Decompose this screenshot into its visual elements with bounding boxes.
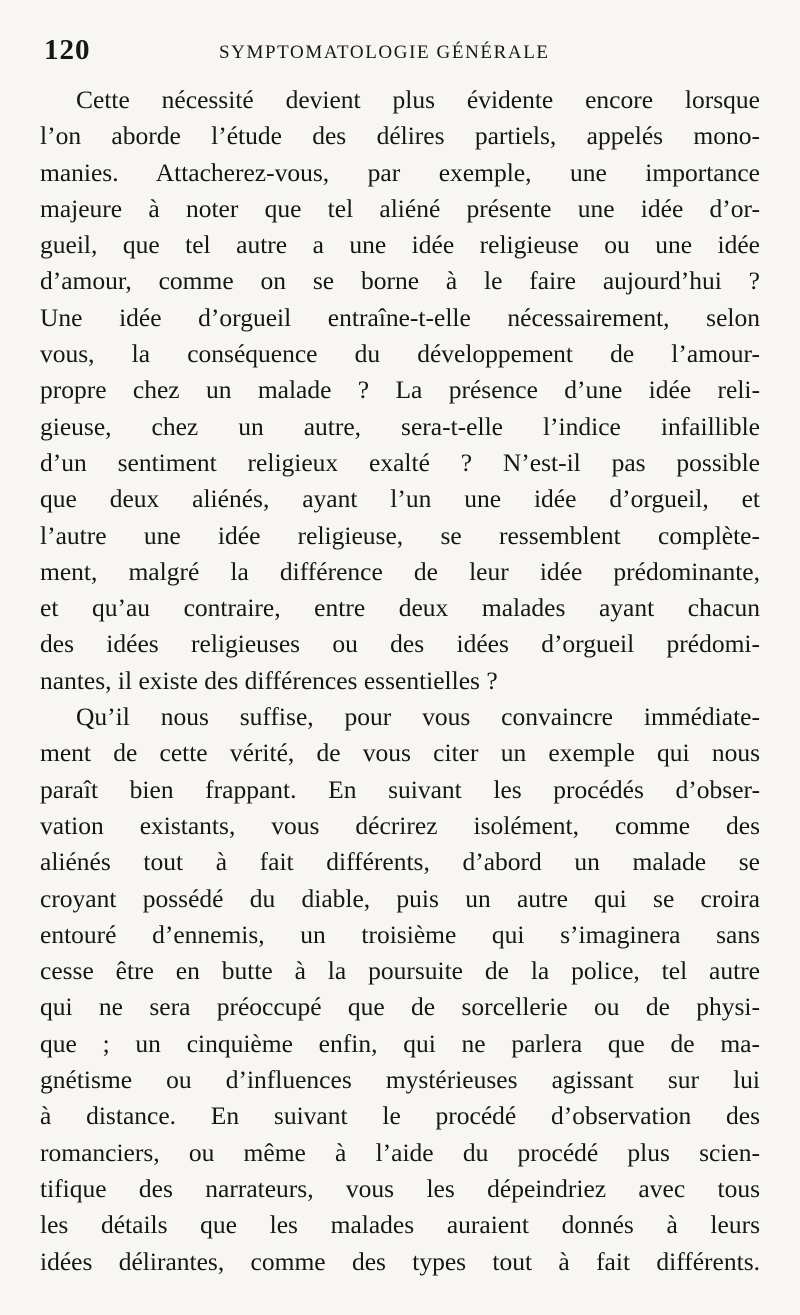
text-line: d’amour, comme on se borne à le faire aujourd’hui ? [40, 266, 760, 296]
page-header [44, 34, 760, 74]
text-line: vation existants, vous décrirez isolément, comme des [40, 810, 760, 840]
text-line: que deux aliénés, ayant l’un une idée d’orgueil, et [40, 484, 760, 514]
text-line: Qu’il nous suffise, pour vous convaincre immédiate- [76, 702, 760, 732]
text-line: aliénés tout à fait différents, d’abord un malade se [40, 847, 760, 877]
text-line: à distance. En suivant le procédé d’observation des [40, 1101, 760, 1131]
text-line: Cette nécessité devient plus évidente encore lorsque [76, 85, 760, 114]
text-line: ment de cette vérité, de vous citer un exemple qui nous [40, 738, 760, 768]
text-line: d’un sentiment religieux exalté ? N’est-il pas possible [40, 447, 760, 477]
body-text [40, 82, 760, 1280]
text-line: gueil, que tel autre a une idée religieuse ou une idée [40, 230, 760, 260]
text-line: ment, malgré la différence de leur idée prédominante, [40, 556, 760, 586]
page-number: 120 [44, 34, 91, 66]
paragraph-1 [40, 82, 760, 699]
text-line: et qu’au contraire, entre deux malades ayant chacun [40, 593, 760, 623]
text-line: propre chez un malade ? La présence d’une idée reli- [40, 375, 760, 405]
paragraph-2 [40, 699, 760, 1280]
text-line: entouré d’ennemis, un troisième qui s’imaginera sans [40, 919, 760, 949]
text-line: l’autre une idée religieuse, se ressemblent complète- [40, 520, 760, 550]
text-line: qui ne sera préoccupé que de sorcellerie ou de physi- [40, 992, 760, 1022]
text-line: Une idée d’orgueil entraîne-t-elle nécessairement, selon [40, 302, 760, 332]
text-line: paraît bien frappant. En suivant les procédés d’obser- [40, 774, 760, 804]
text-line: idées délirantes, comme des types tout à fait différents. [40, 1246, 760, 1276]
text-line: romanciers, ou même à l’aide du procédé plus scien- [40, 1137, 760, 1167]
text-line: des idées religieuses ou des idées d’orgueil prédomi- [40, 629, 760, 659]
text-line: vous, la conséquence du développement de l’amour- [40, 339, 760, 369]
text-line: tifique des narrateurs, vous les dépeindriez avec tous [40, 1173, 760, 1203]
text-line: nantes, il existe des différences essentielles ? [40, 665, 498, 695]
text-line: gnétisme ou d’influences mystérieuses agissant sur lui [40, 1065, 760, 1095]
text-line: gieuse, chez un autre, sera-t-elle l’indice infaillible [40, 411, 760, 441]
text-line: manies. Attacherez-vous, par exemple, une importance [40, 157, 760, 187]
text-line: l’on aborde l’étude des délires partiels, appelés mono- [40, 121, 760, 151]
running-title: SYMPTOMATOLOGIE GÉNÉRALE [219, 42, 550, 63]
text-line: cesse être en butte à la poursuite de la police, tel autre [40, 956, 760, 986]
text-line: majeure à noter que tel aliéné présente une idée d’or- [40, 193, 760, 223]
text-line: les détails que les malades auraient donnés à leurs [40, 1210, 760, 1240]
text-line: que ; un cinquième enfin, qui ne parlera que de ma- [40, 1028, 760, 1058]
text-line: croyant possédé du diable, puis un autre qui se croira [40, 883, 760, 913]
